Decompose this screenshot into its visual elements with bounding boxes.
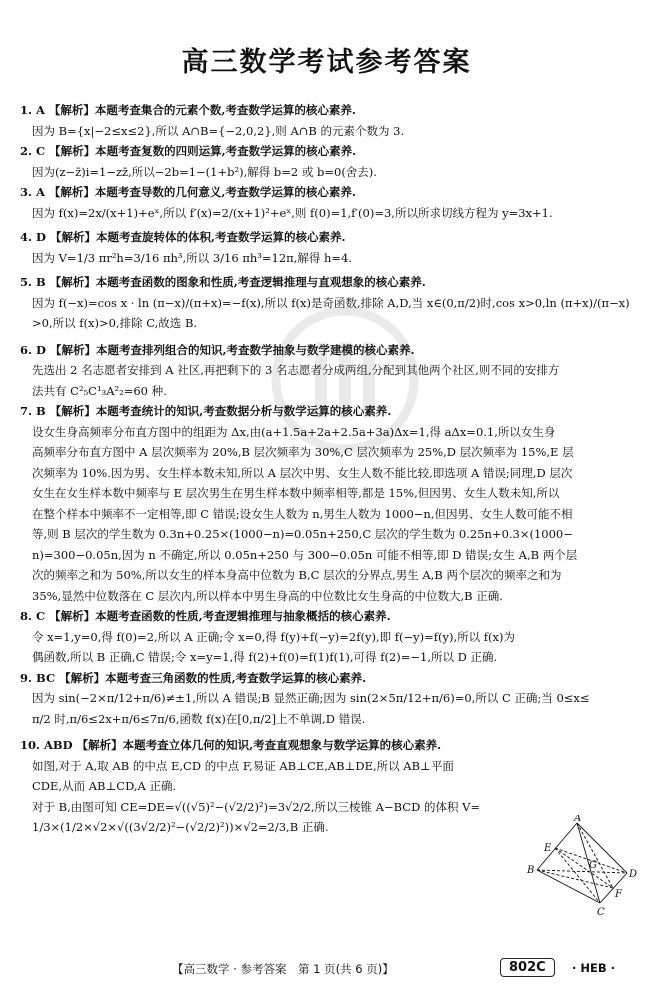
answer-item: [20, 182, 632, 223]
answer-heading: 9. BC 【解析】本题考查三角函数的性质,考查数学运算的核心素养.: [20, 670, 367, 685]
answer-explanation-line: 设女生身高频率分布直方图中的组距为 Δx,由(a+1.5a+2a+2.5a+3a)Δx=1,得 aΔx=0.1,所以女生身: [32, 424, 556, 439]
answer-explanation-line: n)=300−0.05n,因为 n 不确定,所以 0.05n+250 与 300−0.05n 可能不相等,即 D 错误;女生 A,B 两个层: [32, 547, 578, 562]
answer-heading: 3. A 【解析】本题考查导数的几何意义,考查数学运算的核心素养.: [20, 185, 356, 199]
answer-item: [20, 668, 632, 730]
figure-label-b: B: [527, 865, 535, 876]
answer-heading: 6. D 【解析】本题考查排列组合的知识,考查数学抽象与数学建模的核心素养.: [20, 342, 415, 357]
answer-explanation-line: 次频率为 10%.因为男、女生样本数未知,所以 A 层次中男、女生人数不能比较,即选项 A 错误;同理,D 层次: [32, 465, 573, 480]
answer-explanation-line: 令 x=1,y=0,得 f(0)=2,所以 A 正确;令 x=0,得 f(y)+f(−y)=2f(y),即 f(−y)=f(y),所以 f(x)为: [32, 629, 516, 644]
figure-label-c: C: [597, 907, 605, 918]
answer-explanation-line: >0,所以 f(x)>0,排除 C,故选 B.: [32, 316, 198, 330]
figure-label-g: G: [589, 860, 597, 871]
figure-label-d: D: [629, 869, 638, 880]
answer-heading: 7. B 【解析】本题考查统计的知识,考查数据分析与数学运算的核心素养.: [20, 404, 392, 418]
answer-heading: 2. C 【解析】本题考查复数的四则运算,考查数学运算的核心素养.: [20, 144, 357, 158]
answer-explanation-line: 对于 B,由图可知 CE=DE=√((√5)²−(√2/2)²)=3√2/2,所以三棱锥 A−BCD 的体积 V=: [32, 799, 481, 814]
answer-explanation-line: 因为 V=1/3 πr²h=3/16 πh³,所以 3/16 πh³=12π,解得 h=4.: [32, 250, 353, 265]
figure-label-e: E: [544, 843, 552, 854]
figure-label-f: F: [615, 889, 622, 900]
answer-explanation-line: 先选出 2 名志愿者安排到 A 社区,再把剩下的 3 名志愿者分成两组,分配到其他两个社区,则不同的安排方: [32, 363, 560, 377]
footer-exam-code: 802C: [500, 958, 555, 977]
answer-explanation-line: 因为 f(x)=2x/(x+1)+eˣ,所以 f′(x)=2/(x+1)²+eˣ,则 f(0)=1,f′(0)=3,所以所求切线方程为 y=3x+1.: [32, 205, 553, 220]
answer-item: [20, 227, 632, 268]
answer-item: [20, 401, 632, 606]
answer-heading: 10. ABD 【解析】本题考查立体几何的知识,考查直观想象与数学运算的核心素养.: [20, 738, 442, 752]
page-title: 高三数学考试参考答案: [181, 47, 472, 78]
answer-item: [20, 272, 632, 334]
answer-heading: 8. C 【解析】本题考查函数的性质,考查逻辑推理与抽象概括的核心素养.: [20, 609, 391, 623]
answer-explanation-line: CDE,从而 AB⊥CD,A 正确.: [32, 779, 177, 793]
answer-explanation-line: 高频率分布直方图中 A 层次频率为 20%,B 层次频率为 30%,C 层次频率为 25%,D 层次频率为 15%,E 层: [32, 445, 574, 459]
answer-explanation-line: 1/3×(1/2×√2×√((3√2/2)²−(√2/2)²))×√2=2/3,B 正确.: [32, 820, 329, 834]
page-footer: [0, 957, 653, 979]
answer-explanation-line: 女生在女生样本数中频率与 E 层次男生在男生样本数中频率相等,都是 15%,但因男、女生人数未知,所以: [32, 486, 560, 500]
answer-explanation-line: 35%,显然中位数落在 C 层次内,所以样本中男生身高的中位数比女生身高的中位数大,B 正确.: [32, 588, 503, 603]
answer-item: [20, 340, 632, 402]
answer-explanation-line: 因为 sin(−2×π/12+π/6)≠±1,所以 A 错误;B 显然正确;因为 sin(2×5π/12+π/6)=0,所以 C 正确;当 0≤x≤: [32, 691, 590, 705]
answer-explanation-line: 因为 f(−x)=cos x · ln (π−x)/(π+x)=−f(x),所以 f(x)是奇函数,排除 A,D,当 x∈(0,π/2)时,cos x>0,ln (π+x)/(π−x): [32, 295, 630, 310]
answer-heading: 5. B 【解析】本题考查函数的图象和性质,考查逻辑推理与直观想象的核心素养.: [20, 275, 426, 289]
answer-explanation-line: 在整个样本中频率不一定相等,即 C 错误;设女生人数为 n,男生人数为 1000−n,但因男、女生人数可能不相: [32, 506, 573, 521]
answer-explanation-line: 因为(z−z̄)i=1−zz̄,所以−2b=1−(1+b²),解得 b=2 或 b=0(舍去).: [32, 164, 377, 179]
answer-explanation-line: π/2 时,π/6≤2x+π/6≤7π/6,函数 f(x)在[0,π/2]上不单调,D 错误.: [32, 711, 366, 726]
footer-region: · HEB ·: [572, 961, 615, 975]
answer-explanation-line: 次的频率之和为 50%,所以女生的样本身高中位数为 B,C 层次的分界点,男生 A,B 两个层次的频率之和为: [32, 568, 562, 582]
answer-heading: 1. A 【解析】本题考查集合的元素个数,考查数学运算的核心素养.: [20, 103, 356, 117]
footer-page-info: 【高三数学 · 参考答案 第 1 页(共 6 页)】: [172, 962, 394, 976]
answer-explanation-line: 偶函数,所以 B 正确,C 错误;令 x=y=1,得 f(2)+f(0)=f(1)f(1),可得 f(2)=−1,所以 D 正确.: [32, 650, 498, 664]
answer-explanation-line: 因为 B={x|−2≤x≤2},所以 A∩B={−2,0,2},则 A∩B 的元素个数为 3.: [32, 123, 405, 138]
answer-explanation-line: 法共有 C²₅C¹₃A²₂=60 种.: [32, 383, 167, 398]
answer-item: [20, 606, 632, 668]
answer-item: [20, 100, 632, 141]
figure-label-a: A: [574, 815, 582, 824]
answer-heading: 4. D 【解析】本题考查旋转体的体积,考查数学运算的核心素养.: [20, 230, 346, 244]
answer-list: [20, 100, 632, 838]
answer-explanation-line: 如图,对于 A,取 AB 的中点 E,CD 的中点 F,易证 AB⊥CE,AB⊥DE,所以 AB⊥平面: [32, 758, 454, 773]
tetrahedron-figure: [525, 815, 640, 920]
answer-explanation-line: 等,则 B 层次的学生数为 0.3n+0.25×(1000−n)=0.05n+250,C 层次的学生数为 0.25n+0.3×(1000−: [32, 527, 573, 541]
answer-item: [20, 141, 632, 182]
